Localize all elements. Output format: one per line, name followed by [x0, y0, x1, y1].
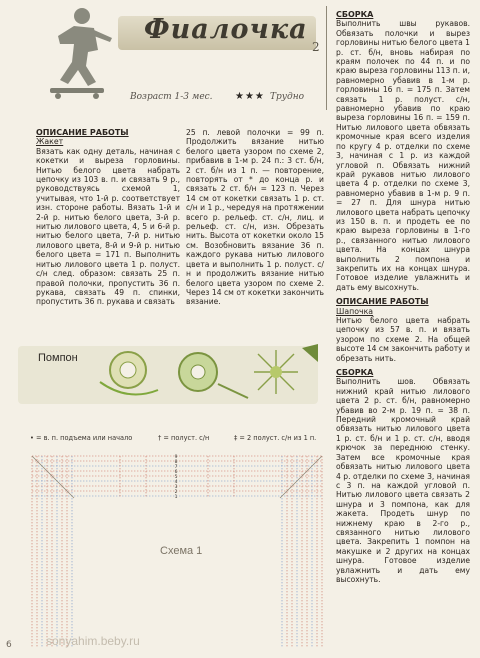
pompon-label: Помпон: [38, 352, 78, 364]
schema-row-number: 2: [174, 490, 178, 495]
skater-illustration: [38, 4, 120, 104]
column-jacket-continued: [186, 128, 324, 307]
schema-row-number: 6: [174, 470, 178, 475]
section-subheading: Шапочка: [336, 306, 374, 316]
section-text: 25 п. левой полочки = 99 п. Продолжить вязание нитью белого цвета узором по схеме 2, прибавив в 1-м р. 24 п.: 3 ст. б/н, 2 ст. б/н из 1 п. — повторение, повторять от * до конца р. и связать 2 ст. б/н = 123 п. Через 14 см от кокетки связать 1 р. ст. с/н и 1 р., чередуя на протяжении всего р. рельеф. ст. с/н, лиц. и рельеф. ст. с/н, изн. Обрезать нить. Высота от кокетки около 15 см. Возобновить вязание 36 п. каждого рукава нитью лилового цвета и выполнить 1 р. полуст. с/н и продолжить вязание нитью белого цвета узором по схеме 2. Через 14 см от кокетки закончить вязание.: [186, 128, 324, 307]
schema-row-number: 3: [174, 485, 178, 490]
schema-row-number: 9: [174, 455, 178, 460]
section-text: Выполнить шов. Обвязать нижний край нитью лилового цвета 2 р. ст. б/н, равномерно убавив во 2-м р. 19 п. = 38 п. Передний кромочный край обвязать нитью лилового цвета 1 р. ст. б/н и 1 р. ст. с/н, вводя крючок за переднюю стенку. Затем все кромочные края обвязать нитью лилового цвета 4 р. отделки по схеме 3, начиная с 3 п. на каждой угловой п. Нитью лилового цвета связать 2 шнура и 3 помпона, как для жакета. Продеть шнур по нижнему краю в 2-го р., связанного нитью лилового цвета. Закрепить 1 помпон на макушке и 2 других на концах шнура. Готовое изделие увлажнить и дать ему высохнуть.: [336, 377, 470, 584]
title-marker: 2: [312, 40, 320, 54]
legend-item-double-half-stitch: ‡ = 2 полуст. с/н из 1 п.: [234, 434, 317, 442]
schema-row-number: 4: [174, 480, 178, 485]
schema-row-number: 5: [174, 475, 178, 480]
section-heading: ОПИСАНИЕ РАБОТЫ: [36, 128, 129, 137]
section-heading: СБОРКА: [336, 10, 374, 19]
section-heading: СБОРКА: [336, 368, 374, 378]
section-text: Вязать как одну деталь, начиная с кокетки и выреза горловины. Нитью белого цвета набрать цепочку из 103 в. п. и связать 9 р., руководствуясь схемой 1, учитывая, что 1-й р. соответствует изн. стороне работы. Вязать 1-й и 2-й р. нитью белого цвета, 3-й р. нитью лилового цвета, 4, 5 и 6-й р. нитью белого цвета, 7-й р. нитью лилового цвета, 8-й и 9-й р. нитью белого цвета = 171 п. Выполнить нитью лилового цвета 1 р. полуст. с/н след. образом: связать 25 п. правой полочки, пропустить 36 п. рукава, связать 49 п. спинки, пропустить 36 п. рукава и связать: [36, 146, 180, 307]
section-text: Нитью белого цвета набрать цепочку из 57 в. п. и вязать узором по схеме 2. На общей высоте 14 см закончить работу и обрезать нить.: [336, 316, 470, 363]
page-number: 6: [6, 640, 12, 650]
age-label: Возраст 1-3 мес.: [130, 92, 213, 102]
legend-item-half-stitch: † = полуст. с/н: [158, 434, 210, 442]
schema-legend: [30, 434, 330, 446]
schema-row-number: 1: [174, 495, 178, 500]
difficulty-label: Трудно: [270, 92, 305, 102]
difficulty-stars-icon: ★★★: [235, 91, 265, 102]
section-heading: ОПИСАНИЕ РАБОТЫ: [336, 297, 429, 307]
legend-item-chain: • = в. п. подъема или начало: [30, 434, 133, 442]
section-text: Выполнить швы рукавов. Обвязать полочки и вырез горловины нитью белого цвета 1 р. ст. б/н, вновь набирая по краям полочек по 44 п. и по краю выреза горловины 113 п. и, равномерно убавив в 1-м р. горловины 16 п. = 175 п. Затем связать 1 р. полуст. с/н, равномерно убавив по краю выреза горловины 16 п. = 159 п. Нитью лилового цвета обвязать кромочные края всего изделия по кругу 4 р. отделки по схеме 3, начиная с 1 р. из каждой угловой п. Обвязать нижний край рукавов нитью лилового цвета 4 р. отделки по схеме 3, равномерно убавив в 1-м р. 9 п. = 27 п. Для шнура нитью лилового цвета набрать цепочку из 150 в. п. и продеть ее по краю выреза горловины в 1-го р., связанного нитью лилового цвета. На концах шнура выполнить 2 помпона и закрепить их на концах шнура. Готовое изделие увлажнить и дать ему высохнуть.: [336, 19, 470, 292]
header-divider: [326, 6, 327, 110]
schema-row-number: 7: [174, 465, 178, 470]
column-jacket-description: [36, 128, 180, 307]
schema-label: Схема 1: [160, 545, 203, 557]
watermark: sonyahim.beby.ru: [46, 634, 140, 648]
schema-row-number: 8: [174, 460, 178, 465]
page-title: Фиалочка: [144, 14, 308, 45]
section-subheading: Жакет: [36, 137, 64, 147]
column-assembly: [336, 10, 470, 584]
